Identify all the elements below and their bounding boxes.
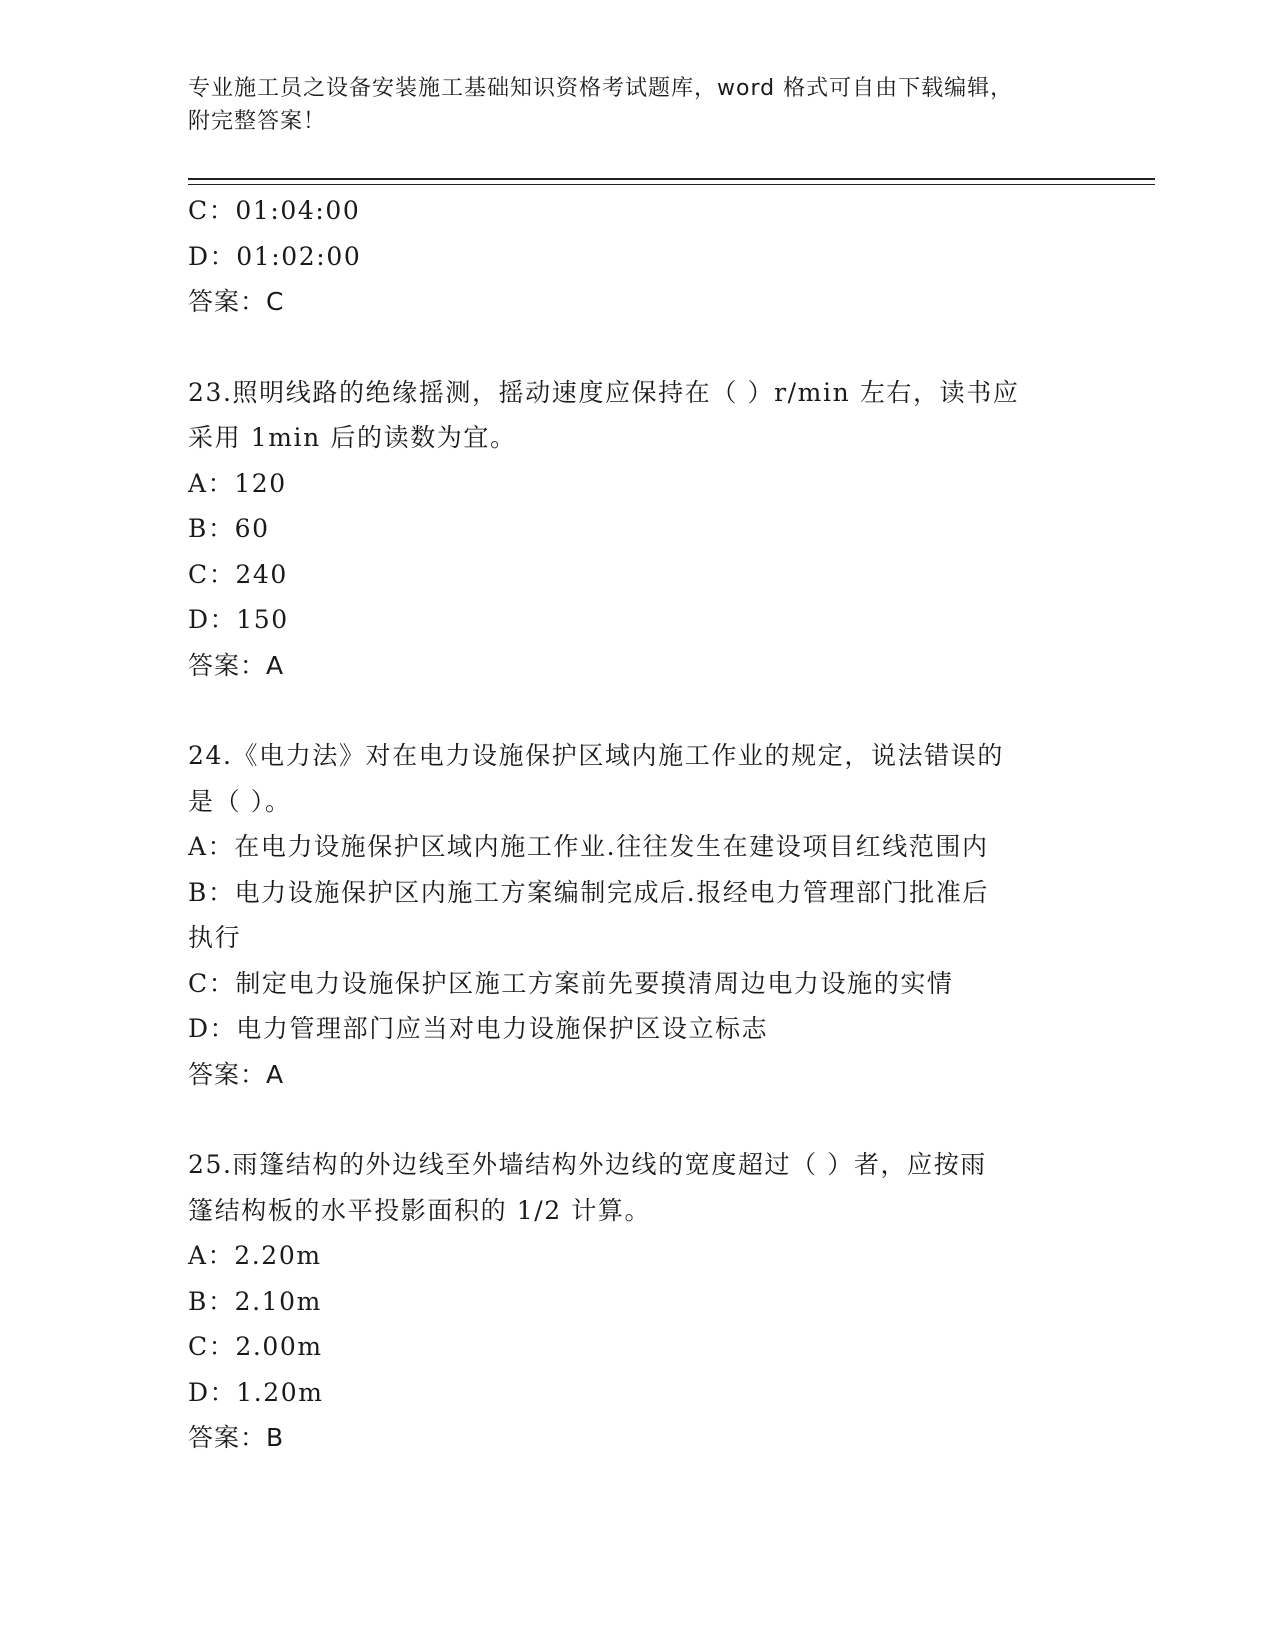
page-header: [188, 72, 1088, 138]
question-22-tail: [188, 188, 1088, 325]
answer-label: 答案：A: [188, 650, 285, 680]
answer-label: 答案：B: [188, 1423, 285, 1452]
option-b: B：2.10m: [188, 1286, 322, 1316]
option-a: A：2.20m: [188, 1241, 322, 1270]
option-b-continued: 执行: [188, 923, 242, 952]
option-c: C：制定电力设施保护区施工方案前先要摸清周边电力设施的实情: [188, 968, 954, 998]
answer-label: 答案：A: [188, 1059, 285, 1089]
option-a: A：120: [188, 468, 287, 498]
header-line-2: 附完整答案！: [188, 109, 327, 134]
option-d: D：1.20m: [188, 1377, 324, 1407]
option-c: C：240: [188, 559, 288, 589]
option-c: C：01:04:00: [188, 196, 361, 225]
option-c: C：2.00m: [188, 1332, 323, 1361]
question-stem-line: 篷结构板的水平投影面积的 1/2 计算。: [188, 1195, 652, 1225]
question-stem-line: 是（ ）。: [188, 786, 292, 816]
question-stem-line: 采用 1min 后的读数为宜。: [188, 423, 517, 452]
option-d: D：01:02:00: [188, 241, 362, 271]
question-stem-line: 23.照明线路的绝缘摇测，摇动速度应保持在（ ）r/min 左右，读书应: [188, 377, 1020, 407]
question-stem-line: 24.《电力法》对在电力设施保护区域内施工作业的规定，说法错误的: [188, 741, 1004, 770]
question-stem-line: 25.雨篷结构的外边线至外墙结构外边线的宽度超过（ ）者，应按雨: [188, 1150, 987, 1179]
option-b: B：电力设施保护区内施工方案编制完成后.报经电力管理部门批准后: [188, 877, 989, 907]
option-d: D：电力管理部门应当对电力设施保护区设立标志: [188, 1014, 769, 1043]
question-list: [188, 188, 1088, 1461]
option-d: D：150: [188, 605, 289, 634]
question-24: [188, 733, 1088, 1097]
option-b: B：60: [188, 514, 270, 543]
answer-label: 答案：C: [188, 287, 285, 316]
question-23: [188, 370, 1088, 689]
header-line-1: 专业施工员之设备安装施工基础知识资格考试题库，word 格式可自由下载编辑，: [188, 76, 1014, 101]
question-25: [188, 1142, 1088, 1461]
option-a: A：在电力设施保护区域内施工作业.往往发生在建设项目红线范围内: [188, 832, 989, 861]
header-divider: [188, 178, 1155, 185]
